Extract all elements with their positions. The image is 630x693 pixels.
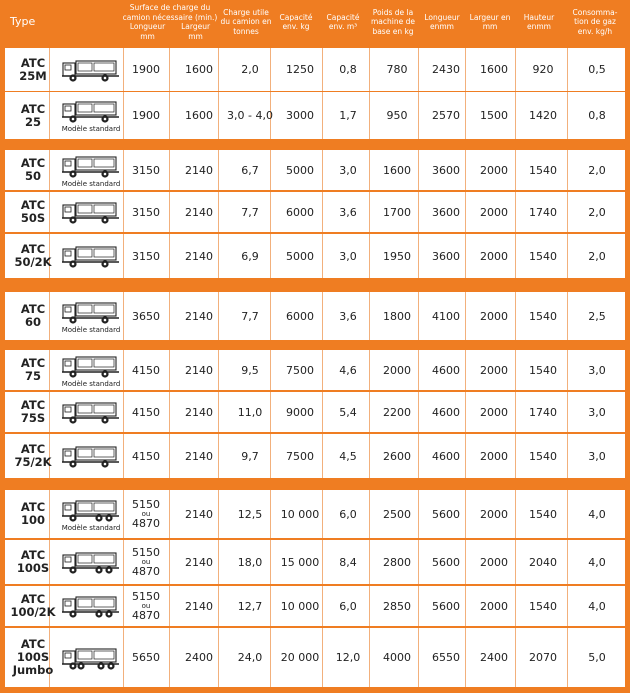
model-name-line: ATC	[20, 198, 46, 212]
truck-cell	[55, 586, 127, 626]
cell-surface-larg: 2400	[185, 651, 213, 664]
cell-cap-m3: 3,6	[339, 309, 357, 323]
table-row	[5, 234, 625, 278]
cell-cap-m3: 3,6	[339, 205, 357, 219]
model-name-line: ATC	[20, 592, 46, 606]
cell-charge: 18,0	[237, 555, 263, 569]
column-divider	[322, 234, 323, 278]
surface-length-value: 5150	[132, 590, 160, 603]
cell-poids: 1950	[383, 249, 411, 263]
column-divider	[169, 292, 170, 340]
column-divider	[567, 628, 568, 687]
column-divider	[567, 490, 568, 538]
column-divider	[567, 292, 568, 340]
cell-poids: 2200	[383, 405, 411, 419]
model-name-line: Jumbo	[12, 663, 54, 677]
cell-longueur: 2430	[432, 63, 460, 76]
column-divider	[322, 350, 323, 390]
cell-cap-m3: 4,6	[339, 363, 357, 377]
cell-longueur: 3600	[432, 205, 460, 219]
cell-largeur: 2400	[480, 651, 508, 664]
cell-cap-kg: 5000	[286, 163, 314, 177]
cell-poids: 1800	[383, 309, 411, 323]
column-divider	[169, 150, 170, 190]
truck-cell	[55, 48, 127, 91]
model-name	[13, 434, 53, 478]
truck-cell	[55, 350, 127, 390]
model-name-line: 100S	[16, 650, 50, 664]
truck-cell	[55, 540, 127, 584]
table-row	[5, 628, 625, 687]
column-divider	[567, 48, 568, 91]
cell-surface-length: 3150	[132, 249, 160, 263]
cell-charge: 2,0	[241, 63, 259, 76]
model-name-line: ATC	[20, 55, 46, 70]
surface-length-value: 5150	[132, 546, 160, 559]
standard-model-label: Modèle standard	[61, 379, 121, 388]
cell-charge: 11,0	[237, 405, 263, 419]
table-row	[5, 490, 625, 538]
cell-charge: 9,7	[241, 449, 259, 463]
cell-conso: 4,0	[588, 507, 606, 521]
cell-surface-length	[129, 540, 163, 584]
cell-cap-m3: 8,4	[339, 555, 357, 569]
cell-surface-length	[129, 490, 163, 538]
cell-charge: 7,7	[241, 309, 259, 323]
table-row	[5, 392, 625, 432]
model-name-line: ATC	[20, 156, 46, 170]
cell-surface-larg: 2140	[185, 507, 213, 521]
cell-surface-larg: 2140	[185, 309, 213, 323]
column-divider	[169, 392, 170, 432]
cell-cap-m3: 1,7	[339, 109, 357, 122]
cell-poids: 780	[386, 63, 408, 76]
model-name-line: 100/2K	[10, 605, 56, 619]
column-divider	[169, 586, 170, 626]
cell-hauteur: 1540	[529, 363, 557, 377]
table-row	[5, 48, 625, 91]
cell-conso: 2,5	[588, 309, 606, 323]
cell-cap-m3: 5,4	[339, 405, 357, 419]
cell-cap-m3: 6,0	[339, 599, 357, 613]
column-divider	[169, 490, 170, 538]
column-divider	[567, 392, 568, 432]
cell-surface-length: 3150	[132, 205, 160, 219]
cell-cap-m3: 0,8	[339, 63, 357, 76]
cell-conso: 3,0	[588, 449, 606, 463]
cell-hauteur: 1740	[529, 405, 557, 419]
cell-poids: 4000	[383, 651, 411, 664]
cell-hauteur: 1740	[529, 205, 557, 219]
standard-model-label: Modèle standard	[61, 523, 121, 532]
cell-conso: 5,0	[588, 651, 606, 664]
cell-charge: 7,7	[241, 205, 259, 219]
model-name	[13, 150, 53, 190]
cell-longueur: 5600	[432, 507, 460, 521]
header-surface-title: Surface de charge du camion nécessaire (min.)	[122, 3, 218, 22]
or-label: ou	[141, 602, 151, 610]
column-divider	[567, 540, 568, 584]
model-name-line: 25	[24, 114, 41, 129]
cell-hauteur: 1540	[529, 507, 557, 521]
or-label: ou	[141, 510, 151, 518]
model-name	[13, 392, 53, 432]
cell-cap-kg: 3000	[286, 109, 314, 122]
cell-surface-length: 5650	[132, 651, 160, 664]
header-surface-length: Longueur mm	[129, 22, 166, 41]
cell-conso: 3,0	[588, 405, 606, 419]
cell-cap-kg: 15 000	[280, 555, 320, 569]
column-divider	[567, 434, 568, 478]
cell-hauteur: 1540	[529, 163, 557, 177]
header-charge: Charge utile du camion en tonnes	[220, 7, 272, 36]
header-weight: Poids de la machine de base en kg	[371, 7, 415, 36]
header-width: Largeur en mm	[469, 12, 511, 31]
cell-poids: 1600	[383, 163, 411, 177]
table-row	[5, 434, 625, 478]
model-name	[13, 628, 53, 687]
model-name-line: ATC	[20, 398, 46, 412]
column-divider	[567, 234, 568, 278]
table-row	[5, 350, 625, 390]
cell-largeur: 2000	[480, 205, 508, 219]
cell-largeur: 1500	[480, 109, 508, 122]
cell-poids: 2800	[383, 555, 411, 569]
column-divider	[322, 586, 323, 626]
cell-largeur: 2000	[480, 507, 508, 521]
column-divider	[322, 392, 323, 432]
cell-longueur: 4600	[432, 405, 460, 419]
cell-cap-m3: 4,5	[339, 449, 357, 463]
cell-poids: 2500	[383, 507, 411, 521]
header-capacity-kg: Capacité env. kg	[279, 12, 313, 31]
cell-surface-larg: 2140	[185, 249, 213, 263]
column-divider	[322, 628, 323, 687]
truck-icon	[61, 98, 121, 124]
header-gas: Consomma-tion de gaz env. kg/h	[572, 7, 618, 36]
cell-largeur: 2000	[480, 363, 508, 377]
cell-cap-m3: 3,0	[339, 163, 357, 177]
model-name	[13, 92, 53, 139]
model-name	[13, 192, 53, 232]
column-divider	[169, 434, 170, 478]
surface-length-value-alt: 4870	[132, 609, 160, 622]
cell-cap-kg: 10 000	[280, 507, 320, 521]
truck-icon	[61, 57, 121, 83]
table-row	[5, 540, 625, 584]
truck-icon	[61, 299, 121, 325]
truck-icon	[61, 593, 121, 619]
cell-hauteur: 1540	[529, 309, 557, 323]
cell-conso: 2,0	[588, 249, 606, 263]
model-name	[13, 48, 53, 91]
cell-conso: 4,0	[588, 555, 606, 569]
table-row	[5, 586, 625, 626]
model-name-line: ATC	[20, 500, 46, 514]
cell-poids: 2000	[383, 363, 411, 377]
model-name	[13, 234, 53, 278]
model-name-line: 75/2K	[14, 455, 52, 469]
model-name	[13, 350, 53, 390]
cell-surface-larg: 2140	[185, 449, 213, 463]
model-name	[13, 292, 53, 340]
model-name-line: 100	[20, 513, 45, 527]
cell-charge: 6,9	[241, 249, 259, 263]
column-divider	[169, 48, 170, 91]
cell-conso: 2,0	[588, 205, 606, 219]
cell-longueur: 2570	[432, 109, 460, 122]
cell-hauteur: 1540	[529, 249, 557, 263]
cell-largeur: 2000	[480, 309, 508, 323]
cell-cap-kg: 6000	[286, 205, 314, 219]
model-name	[13, 490, 53, 538]
table-row	[5, 92, 625, 139]
cell-cap-kg: 20 000	[280, 651, 320, 664]
model-name-line: 100S	[16, 561, 50, 575]
cell-longueur: 3600	[432, 249, 460, 263]
standard-model-label: Modèle standard	[61, 125, 121, 133]
column-divider	[169, 234, 170, 278]
header-capacity-m3: Capacité env. m³	[326, 12, 360, 31]
truck-cell	[55, 628, 127, 687]
column-divider	[567, 586, 568, 626]
header-height: Hauteur enmm	[523, 12, 555, 31]
cell-conso: 2,0	[588, 163, 606, 177]
truck-icon	[61, 199, 121, 225]
cell-surface-larg: 1600	[185, 63, 213, 76]
cell-conso: 0,8	[588, 109, 606, 122]
truck-icon	[61, 353, 121, 379]
cell-cap-kg: 7500	[286, 363, 314, 377]
cell-hauteur: 1420	[529, 109, 557, 122]
header-type: Type	[10, 15, 36, 29]
column-divider	[322, 48, 323, 91]
cell-longueur: 5600	[432, 555, 460, 569]
cell-longueur: 4600	[432, 363, 460, 377]
column-divider	[567, 92, 568, 139]
column-divider	[567, 150, 568, 190]
cell-surface-length: 4150	[132, 405, 160, 419]
truck-cell	[55, 234, 127, 278]
cell-conso: 0,5	[588, 63, 606, 76]
surface-length-value: 5150	[132, 498, 160, 511]
row-group	[0, 286, 630, 344]
model-name-line: ATC	[20, 356, 46, 370]
truck-icon	[61, 399, 121, 425]
model-name-line: ATC	[20, 548, 46, 562]
column-divider	[322, 192, 323, 232]
cell-largeur: 1600	[480, 63, 508, 76]
header-surface	[122, 0, 218, 44]
truck-icon	[61, 153, 121, 179]
cell-largeur: 2000	[480, 163, 508, 177]
cell-cap-kg: 9000	[286, 405, 314, 419]
truck-cell	[55, 92, 127, 139]
truck-icon	[61, 243, 121, 269]
standard-model-label: Modèle standard	[61, 179, 121, 188]
cell-cap-kg: 10 000	[280, 599, 320, 613]
column-divider	[169, 92, 170, 139]
cell-longueur: 5600	[432, 599, 460, 613]
table-row	[5, 150, 625, 190]
cell-cap-kg: 1250	[286, 63, 314, 76]
truck-cell	[55, 192, 127, 232]
cell-cap-m3: 3,0	[339, 249, 357, 263]
truck-cell	[55, 434, 127, 478]
column-divider	[322, 92, 323, 139]
truck-cell	[55, 392, 127, 432]
model-name-line: 75S	[20, 411, 46, 425]
model-name-line: 25M	[19, 68, 47, 83]
row-group	[0, 144, 630, 286]
standard-model-label: Modèle standard	[61, 325, 121, 334]
column-divider	[322, 434, 323, 478]
header-surface-width: Largeur mm	[181, 22, 211, 41]
cell-cap-m3: 12,0	[335, 651, 361, 664]
cell-hauteur: 2040	[529, 555, 557, 569]
truck-cell	[55, 150, 127, 190]
cell-poids: 2600	[383, 449, 411, 463]
column-divider	[567, 350, 568, 390]
column-divider	[169, 350, 170, 390]
cell-poids: 950	[386, 109, 408, 122]
cell-surface-length: 1900	[132, 63, 160, 76]
surface-length-value-alt: 4870	[132, 565, 160, 578]
header-length: Longueur enmm	[424, 12, 460, 31]
cell-surface-length: 3150	[132, 163, 160, 177]
truck-icon	[61, 497, 121, 523]
model-name-line: ATC	[20, 302, 46, 316]
cell-charge: 9,5	[241, 363, 259, 377]
cell-surface-length: 3650	[132, 309, 160, 323]
cell-surface-larg: 2140	[185, 363, 213, 377]
column-divider	[322, 150, 323, 190]
column-divider	[169, 628, 170, 687]
cell-surface-length: 4150	[132, 449, 160, 463]
cell-longueur: 4600	[432, 449, 460, 463]
cell-longueur: 6550	[432, 651, 460, 664]
cell-charge: 12,5	[237, 507, 263, 521]
row-group	[0, 44, 630, 144]
row-group	[0, 344, 630, 484]
cell-cap-m3: 6,0	[339, 507, 357, 521]
column-divider	[322, 540, 323, 584]
model-name-line: 60	[24, 315, 41, 329]
truck-icon	[61, 645, 121, 671]
truck-icon	[61, 443, 121, 469]
cell-surface-larg: 2140	[185, 405, 213, 419]
cell-cap-kg: 5000	[286, 249, 314, 263]
cell-charge: 3,0 - 4,0	[227, 109, 273, 122]
model-name-line: ATC	[20, 242, 46, 256]
cell-surface-length: 1900	[132, 109, 160, 122]
truck-cell	[55, 490, 127, 538]
cell-conso: 3,0	[588, 363, 606, 377]
model-name-line: 75	[24, 369, 41, 383]
table-row	[5, 192, 625, 232]
column-divider	[169, 192, 170, 232]
cell-surface-larg: 1600	[185, 109, 213, 122]
cell-hauteur: 920	[532, 63, 554, 76]
surface-length-value-alt: 4870	[132, 517, 160, 530]
cell-largeur: 2000	[480, 599, 508, 613]
or-label: ou	[141, 558, 151, 566]
truck-cell	[55, 292, 127, 340]
cell-surface-length	[129, 586, 163, 626]
cell-largeur: 2000	[480, 249, 508, 263]
model-name-line: 50S	[20, 211, 46, 225]
column-divider	[322, 292, 323, 340]
cell-poids: 2850	[383, 599, 411, 613]
cell-charge: 24,0	[237, 651, 263, 664]
model-name	[13, 540, 53, 584]
cell-surface-larg: 2140	[185, 205, 213, 219]
cell-largeur: 2000	[480, 449, 508, 463]
cell-largeur: 2000	[480, 405, 508, 419]
model-name-line: 50/2K	[14, 255, 52, 269]
cell-hauteur: 1540	[529, 449, 557, 463]
column-divider	[169, 540, 170, 584]
model-name-line: ATC	[20, 442, 46, 456]
truck-icon	[61, 549, 121, 575]
cell-surface-larg: 2140	[185, 599, 213, 613]
cell-poids: 1700	[383, 205, 411, 219]
model-name-line: 50	[24, 169, 41, 183]
row-group	[0, 484, 630, 693]
cell-hauteur: 1540	[529, 599, 557, 613]
cell-cap-kg: 7500	[286, 449, 314, 463]
cell-cap-kg: 6000	[286, 309, 314, 323]
model-name-line: ATC	[20, 637, 46, 651]
model-name-line: ATC	[20, 101, 46, 116]
cell-surface-larg: 2140	[185, 163, 213, 177]
cell-largeur: 2000	[480, 555, 508, 569]
column-divider	[322, 490, 323, 538]
cell-charge: 6,7	[241, 163, 259, 177]
cell-conso: 4,0	[588, 599, 606, 613]
cell-longueur: 4100	[432, 309, 460, 323]
cell-hauteur: 2070	[529, 651, 557, 664]
cell-surface-larg: 2140	[185, 555, 213, 569]
cell-charge: 12,7	[237, 599, 263, 613]
cell-longueur: 3600	[432, 163, 460, 177]
model-name	[10, 586, 56, 626]
cell-surface-length: 4150	[132, 363, 160, 377]
table-row	[5, 292, 625, 340]
table-header	[0, 0, 630, 44]
column-divider	[567, 192, 568, 232]
